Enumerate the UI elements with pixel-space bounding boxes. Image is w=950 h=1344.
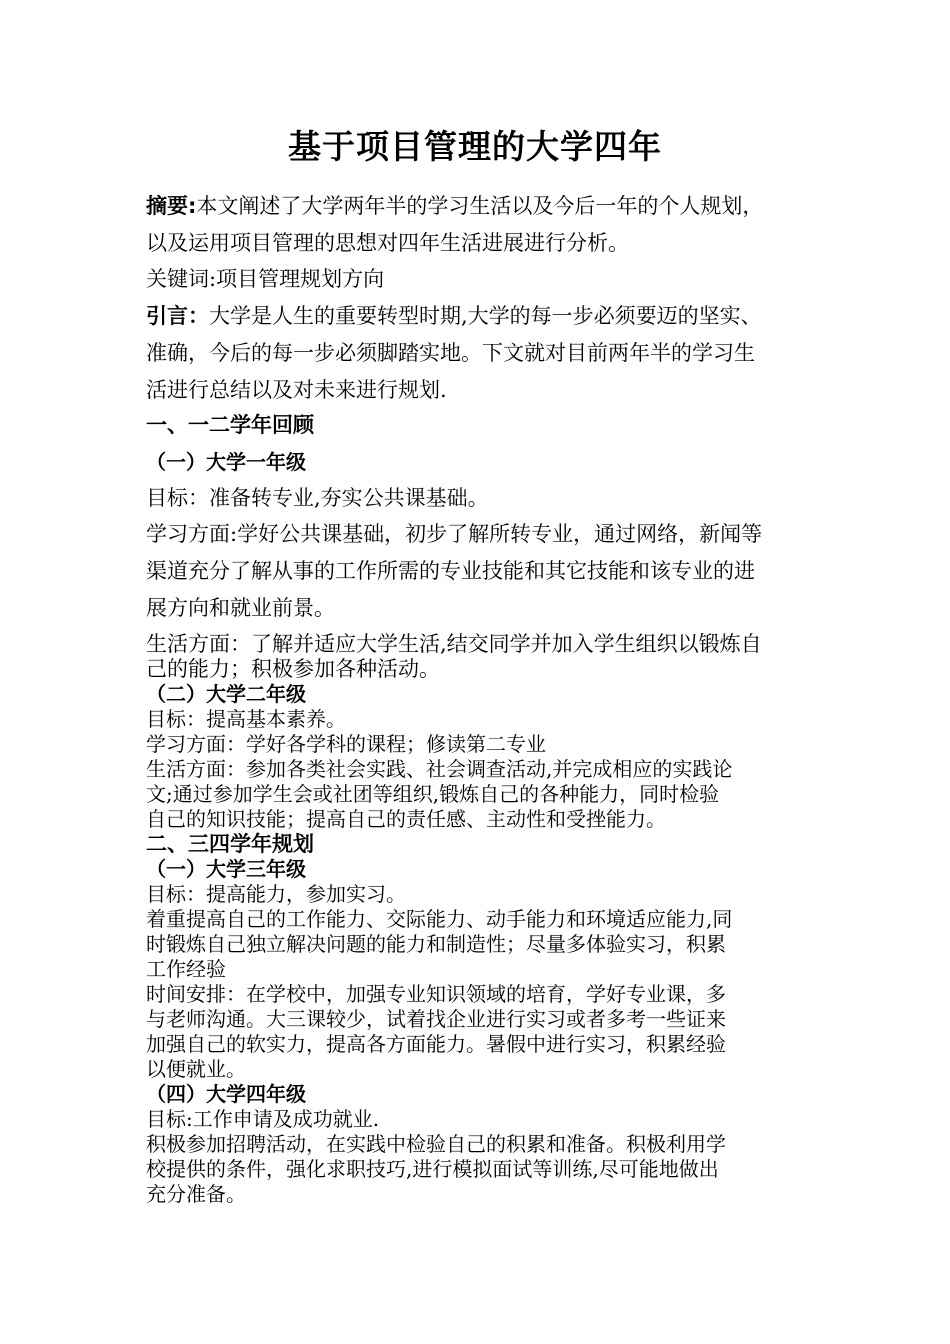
year3-time-3: 加强自己的软实力，提高各方面能力。暑假中进行实习，积累经验 (146, 1032, 726, 1056)
document-title: 基于项目管理的大学四年 (288, 127, 662, 166)
year4-para-1: 积极参加招聘活动，在实践中检验自己的积累和准备。积极利用学 (146, 1132, 726, 1156)
year3-time-4: 以便就业。 (146, 1057, 246, 1081)
year4-goal: 目标:工作申请及成功就业. (146, 1107, 380, 1131)
year1-study-1: 学习方面:学好公共课基础，初步了解所转专业，通过网络，新闻等 (146, 522, 763, 546)
year4-heading: （四）大学四年级 (146, 1082, 306, 1106)
year4-para-3: 充分准备。 (146, 1182, 246, 1206)
year3-time-2: 与老师沟通。大三课较少，试着找企业进行实习或者多考一些证来 (146, 1007, 726, 1031)
intro-label: 引言： (146, 304, 209, 328)
year3-para-3: 工作经验 (146, 957, 226, 981)
intro-text-1: 大学是人生的重要转型时期,大学的每一步必须要迈的坚实、 (209, 304, 762, 328)
year2-heading: （二）大学二年级 (146, 682, 306, 706)
year3-para-2: 时锻炼自己独立解决问题的能力和制造性；尽量多体验实习，积累 (146, 932, 726, 956)
section1-heading: 一、一二学年回顾 (146, 413, 314, 437)
intro-line-3: 活进行总结以及对未来进行规划. (146, 378, 447, 402)
abstract-line-2: 以及运用项目管理的思想对四年生活进展进行分析。 (146, 231, 629, 255)
intro-line-2: 准确，今后的每一步必须脚踏实地。下文就对目前两年半的学习生 (146, 341, 755, 365)
year2-life-1: 生活方面：参加各类社会实践、社会调查活动,并完成相应的实践论 (146, 757, 733, 781)
year4-para-2: 校提供的条件，强化求职技巧,进行模拟面试等训练,尽可能地做出 (146, 1157, 719, 1181)
year2-life-2: 文;通过参加学生会或社团等组织,锻炼自己的各种能力，同时检验 (146, 782, 720, 806)
year2-life-3: 自己的知识技能；提高自己的责任感、主动性和受挫能力。 (146, 807, 666, 831)
intro-line-1 (146, 306, 762, 327)
abstract-label: 摘要: (146, 194, 197, 218)
year1-goal: 目标：准备转专业,夯实公共课基础。 (146, 486, 489, 510)
abstract-line-1 (146, 196, 763, 217)
section2-heading: 二、三四学年规划 (146, 832, 314, 856)
year2-study: 学习方面：学好各学科的课程；修读第二专业 (146, 732, 546, 756)
year1-study-2: 渠道充分了解从事的工作所需的专业技能和其它技能和该专业的进 (146, 559, 755, 583)
abstract-text-1: 本文阐述了大学两年半的学习生活以及今后一年的个人规划， (196, 194, 764, 218)
year2-goal: 目标：提高基本素养。 (146, 707, 346, 731)
year3-goal: 目标：提高能力，参加实习。 (146, 882, 406, 906)
year3-time-1: 时间安排：在学校中，加强专业知识领域的培育，学好专业课，多 (146, 982, 726, 1006)
year1-life-2: 己的能力；积极参加各种活动。 (146, 657, 440, 681)
year3-heading: （一）大学三年级 (146, 857, 306, 881)
year3-para-1: 着重提高自己的工作能力、交际能力、动手能力和环境适应能力,同 (146, 907, 733, 931)
year1-life-1: 生活方面：了解并适应大学生活,结交同学并加入学生组织以锻炼自 (146, 632, 762, 656)
year1-heading: （一）大学一年级 (146, 450, 306, 474)
year1-study-3: 展方向和就业前景。 (146, 596, 335, 620)
keywords: 关键词:项目管理规划方向 (146, 267, 385, 291)
